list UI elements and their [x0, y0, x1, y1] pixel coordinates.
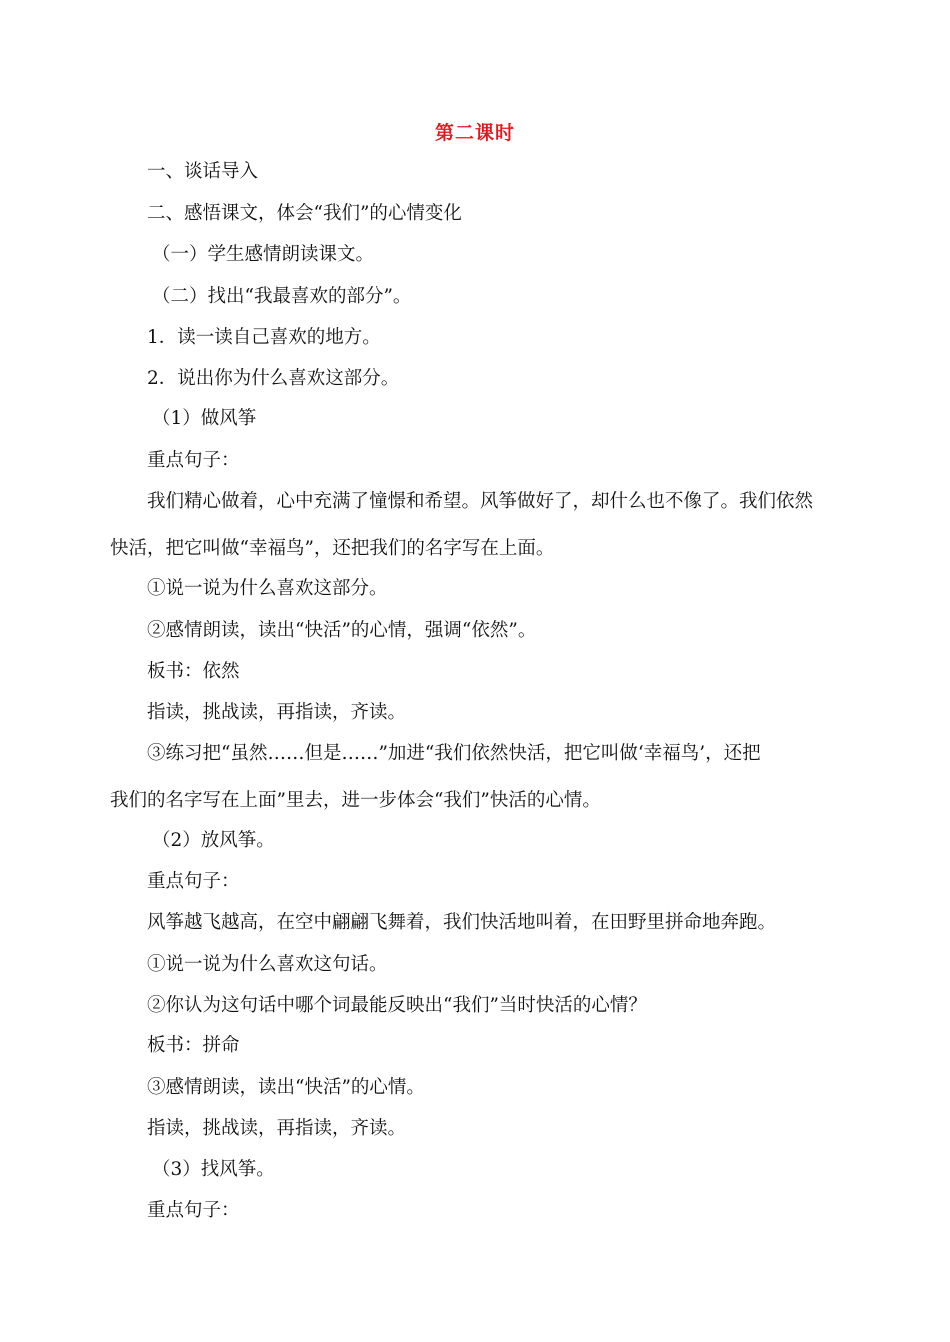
- numbered-step-2: 2．说出你为什么喜欢这部分。: [147, 368, 400, 389]
- reading-instruction: 指读，挑战读，再指读，齐读。: [147, 702, 407, 723]
- activity-item: ②感情朗读，读出“快活”的心情，强调“依然”。: [147, 620, 537, 641]
- key-sentence-label: 重点句子：: [147, 450, 240, 471]
- activity-item-continuation: 我们的名字写在上面”里去，进一步体会“我们”快活的心情。: [110, 790, 601, 811]
- part-heading-make-kite: （1）做风筝: [152, 408, 257, 429]
- reading-instruction: 指读，挑战读，再指读，齐读。: [147, 1118, 407, 1139]
- board-note: 板书：依然: [147, 661, 240, 682]
- activity-item: ③感情朗读，读出“快活”的心情。: [147, 1077, 425, 1098]
- part-heading-fly-kite: （2）放风筝。: [152, 830, 275, 851]
- activity-item: ①说一说为什么喜欢这句话。: [147, 954, 388, 975]
- board-note: 板书：拼命: [147, 1035, 240, 1056]
- lesson-title: 第二课时: [434, 122, 515, 144]
- key-sentence-continuation: 快活，把它叫做“幸福鸟”，还把我们的名字写在上面。: [110, 538, 555, 559]
- key-sentence-label: 重点句子：: [147, 1200, 240, 1221]
- activity-item: ③练习把“虽然……但是……”加进“我们依然快活，把它叫做‘幸福鸟’，还把: [147, 743, 761, 764]
- section-heading-comprehension: 二、感悟课文，体会“我们”的心情变化: [147, 203, 462, 224]
- numbered-step-1: 1．读一读自己喜欢的地方。: [147, 327, 381, 348]
- activity-item: ②你认为这句话中哪个词最能反映出“我们”当时快活的心情？: [147, 995, 647, 1016]
- part-heading-find-kite: （3）找风筝。: [152, 1159, 275, 1180]
- subsection-heading-1: （一）学生感情朗读课文。: [152, 244, 375, 265]
- key-sentence-paragraph: 我们精心做着，心中充满了憧憬和希望。风筝做好了，却什么也不像了。我们依然: [147, 491, 814, 512]
- subsection-heading-2: （二）找出“我最喜欢的部分”。: [152, 286, 412, 307]
- section-heading-intro: 一、谈话导入: [147, 161, 259, 182]
- key-sentence-label: 重点句子：: [147, 871, 240, 892]
- key-sentence-paragraph: 风筝越飞越高，在空中翩翩飞舞着，我们快活地叫着，在田野里拼命地奔跑。: [147, 912, 777, 933]
- activity-item: ①说一说为什么喜欢这部分。: [147, 578, 388, 599]
